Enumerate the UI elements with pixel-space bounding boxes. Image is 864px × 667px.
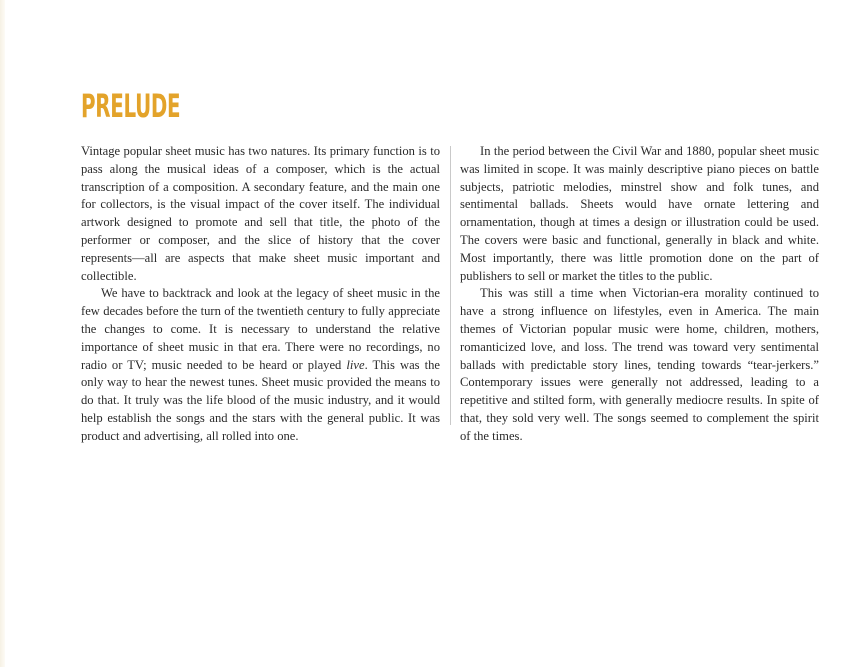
- right-paragraph-1: In the period between the Civil War and 1880, popular sheet music was limited in scope. It was mainly descriptive piano pieces on battle subjects, patriotic melodies, minstrel show and folk tunes, and sentimental ballads. Sheets would have ornate lettering and ornamentation, though at times a design or illustration could be used. The covers were basic and functional, generally in black and white. Most importantly, there was little promotion done on the part of publishers to sell or market the titles to the public.: [460, 144, 819, 283]
- chapter-title: PRELUDE: [81, 87, 181, 125]
- left-paragraph-2: [81, 285, 440, 445]
- left-paragraph-1: Vintage popular sheet music has two natures. Its primary function is to pass along the musical ideas of a composer, which is the actual transcription of a composition. A secondary feature, and the main one for collectors, is the visual impact of the cover itself. The individual artwork designed to promote and sell that title, the photo of the performer or composer, and the slice of history that the cover represents—all are aspects that make sheet music important and collectible.: [81, 144, 440, 283]
- left-column: [81, 143, 440, 446]
- left-paragraph-2-start: We have to backtrack and look at the legacy of sheet music in the few decades before the turn of the twentieth century to fully appreciate the changes to come. It is necessary to understand the relative importance of sheet music in that era. There were no recordings, no radio or TV; music needed to be heard or played: [81, 286, 440, 372]
- left-paragraph-2-end: . This was the only way to hear the newest tunes. Sheet music provided the means to do that. It truly was the life blood of the music industry, and it would help establish the songs and the stars with the general public. It was product and advertising, all rolled into one.: [81, 357, 440, 443]
- italic-word-live: live: [346, 357, 365, 372]
- right-column: [460, 143, 819, 446]
- page-edge: [0, 0, 5, 667]
- right-paragraph-2: This was still a time when Victorian-era morality continued to have a strong influence on lifestyles, even in America. The main themes of Victorian popular music were home, children, mothers, romanticized love, and loss. The trend was toward very sentimental ballads with predictable story lines, tending towards “tear-jerkers.” Contemporary issues were generally not addressed, leading to a repetitive and stilted form, with generally mediocre results. In spite of that, they sold very well. The songs seemed to complement the spirit of the times.: [460, 286, 819, 443]
- column-divider: [450, 146, 451, 425]
